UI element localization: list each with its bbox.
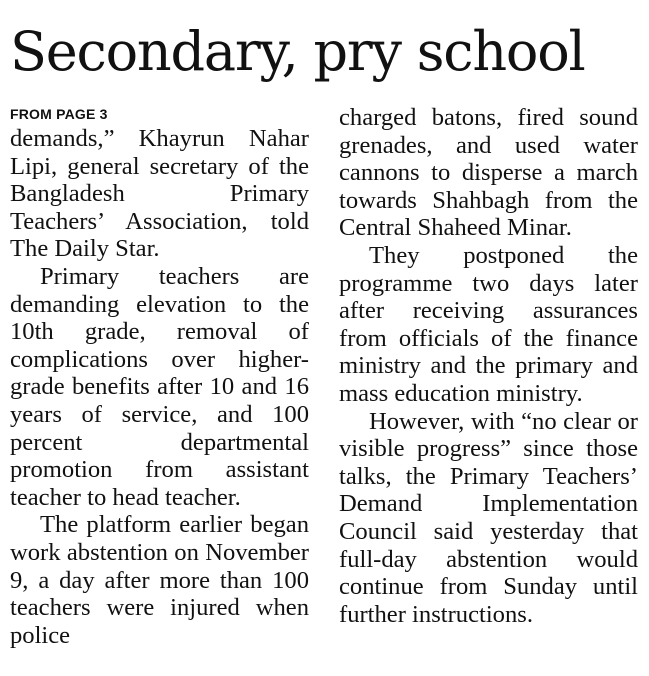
paragraph-continued-abstention: However, with “no clear or visible progress” since those talks, the Primary Teachers’ Demand Implementation Council said yesterday that full-day abstention would continue from Sunday until further instructions. [339, 407, 638, 628]
article-column-right [339, 104, 638, 628]
paragraph-teacher-demands: Primary teachers are demanding elevation to the 10th grade, removal of complications over higher-grade benefits after 10 and 16 years of service, and 100 percent departmental promotion from assistant teacher to head teacher. [10, 262, 309, 511]
paragraph-continued: demands,” Khayrun Nahar Lipi, general secretary of the Bangladesh Primary Teachers’ Association, told The Daily Star. [10, 125, 309, 263]
headline: Secondary, pry school [10, 20, 585, 83]
paragraph-work-abstention: The platform earlier began work abstention on November 9, a day after more than 100 teachers were injured when police [10, 511, 309, 649]
paragraph-postponed: They postponed the programme two days later after receiving assurances from officials of the finance ministry and the primary and mass education ministry. [339, 241, 638, 407]
paragraph-police-action: charged batons, fired sound grenades, and used water cannons to disperse a march towards Shahbagh from the Central Shaheed Minar. [339, 104, 638, 242]
article-column-left [10, 104, 309, 649]
continuation-kicker: FROM PAGE 3 [10, 106, 108, 122]
